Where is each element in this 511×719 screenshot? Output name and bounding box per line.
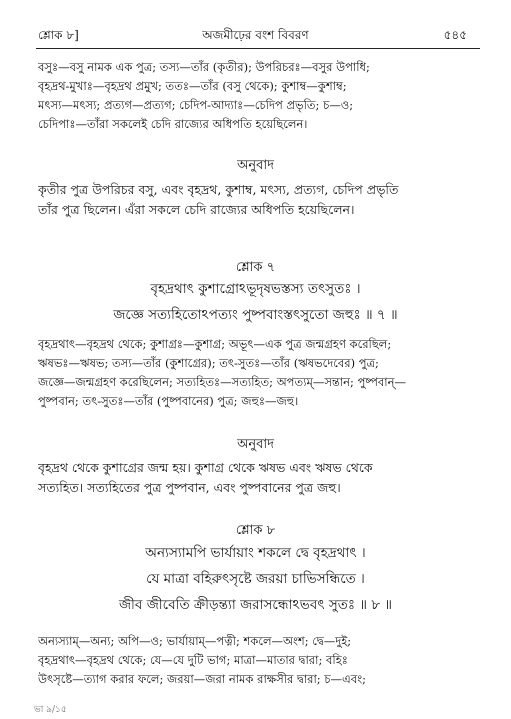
translation-line: সত্যহিত। সত্যহিতের পুত্র পুষ্পবান, এবং পুষ্পবানের পুত্র জহু। (38, 480, 341, 495)
word-meaning-line: বৃহদ্রথাৎ—বৃহদ্রথ থেকে; যে—যে দুটি ভাগ; মাত্রা—মাতার দ্বারা; বহিঃ (38, 653, 348, 667)
translation-heading: অনুবাদ (237, 437, 274, 452)
translation-line: বৃহদ্রথ থেকে কুশাগ্রের জন্ম হয়। কুশাগ্র থেকে ঋষভ এবং ঋষভ থেকে (38, 460, 373, 475)
translation-heading: অনুবাদ (237, 158, 274, 173)
verse-heading-8: শ্লোক ৮ (235, 523, 276, 538)
header-rule (36, 48, 480, 49)
word-meaning-line: পুষ্পবান; তৎ-সুতঃ—তাঁর (পুষ্পবানের) পুত্র; জহুঃ—জহু। (38, 394, 299, 408)
header-verse-ref: শ্লোক ৮] (38, 28, 79, 42)
word-meanings-6 (38, 58, 478, 134)
word-meaning-line: চেদিপাঃ—তাঁরা সকলেই চেদি রাজ্যের অধিপতি হয়েছিলেন। (38, 117, 308, 131)
header-chapter-title: অজমীঢ়ের বংশ বিবরণ (202, 28, 309, 42)
page-number: ৫৪৫ (443, 28, 467, 42)
verse-line: যে মাত্রা বহিরুৎসৃষ্টে জরয়া চাভিসন্ধিতে । (146, 571, 365, 587)
running-header (0, 27, 511, 47)
word-meaning-line: মৎস্য—মৎস্য; প্রত্যগ—প্রত্যগ; চেদিপ-আদ্যাঃ—চেদিপ প্রভৃতি; চ—ও; (38, 98, 354, 112)
word-meaning-line: বসুঃ—বসু নামক এক পুত্র; তস্য—তাঁর (কৃতীর); উপরিচরঃ—বসুর উপাধি; (38, 60, 370, 74)
translation-line: কৃতীর পুত্র উপরিচর বসু, এবং বৃহদ্রথ, কুশাম্ব, মৎস্য, প্রত্যগ, চেদিপ প্রভৃতি (38, 182, 399, 197)
verse-line: জীব জীবেতি ক্রীড়ন্ত্যা জরাসন্ধোঽভবৎ সুতঃ ॥ ৮ ॥ (118, 597, 393, 613)
translation-6 (38, 180, 478, 220)
word-meaning-line: উৎসৃষ্টে—ত্যাগ করার ফলে; জরয়া—জরা নামক রাক্ষসীর দ্বারা; চ—এবং; (38, 672, 367, 686)
verse-heading-7: শ্লোক ৭ (235, 260, 276, 275)
sanskrit-verse-7 (0, 276, 511, 328)
word-meanings-7 (38, 335, 478, 411)
verse-line: বৃহদ্রথাৎ কুশাগ্রোঽভূদৃষভস্তস্য তৎসুতঃ । (150, 281, 361, 297)
word-meaning-line: অন্যস্যাম্—অন্য; অপি—ও; ভার্যায়াম্—পত্নী; শকলে—অংশ; দ্বে—দুই; (38, 634, 352, 648)
word-meaning-line: বৃহদ্রথ-মুখাঃ—বৃহদ্রথ প্রমুখ; ততঃ—তাঁর (বসু থেকে); কুশাম্ব—কুশাম্ব; (38, 79, 347, 93)
translation-line: তাঁর পুত্র ছিলেন। এঁরা সকলে চেদি রাজ্যের অধিপতি হয়েছিলেন। (38, 202, 355, 217)
word-meaning-line: ঋষভঃ—ঋষভ; তস্য—তাঁর (কুশাগ্রের); তৎ-সুতঃ—তাঁর (ঋষভদেবের) পুত্র; (38, 356, 379, 370)
verse-line: জজ্ঞে সত্যহিতোঽপত্যং পুষ্পবাংস্তৎসুতো জহুঃ ॥ ৭ ॥ (113, 307, 398, 323)
word-meaning-line: জজ্ঞে—জন্মগ্রহণ করেছিলেন; সত্যহিতঃ—সত্যহিত; অপত্যম্—সন্তান; পুষ্পবান্— (38, 375, 407, 389)
word-meanings-8 (38, 632, 478, 689)
translation-7 (38, 458, 478, 498)
page-footer-mark: ভা ৯/১৫ (34, 705, 67, 715)
word-meaning-line: বৃহদ্রথাৎ—বৃহদ্রথ থেকে; কুশাগ্রঃ—কুশাগ্র; অভূৎ—এক পুত্র জন্মগ্রহণ করেছিল; (38, 337, 392, 351)
verse-line: অন্যস্যামপি ভার্যায়াং শকলে দ্বে বৃহদ্রথাৎ । (145, 545, 366, 561)
sanskrit-verse-8 (0, 540, 511, 618)
